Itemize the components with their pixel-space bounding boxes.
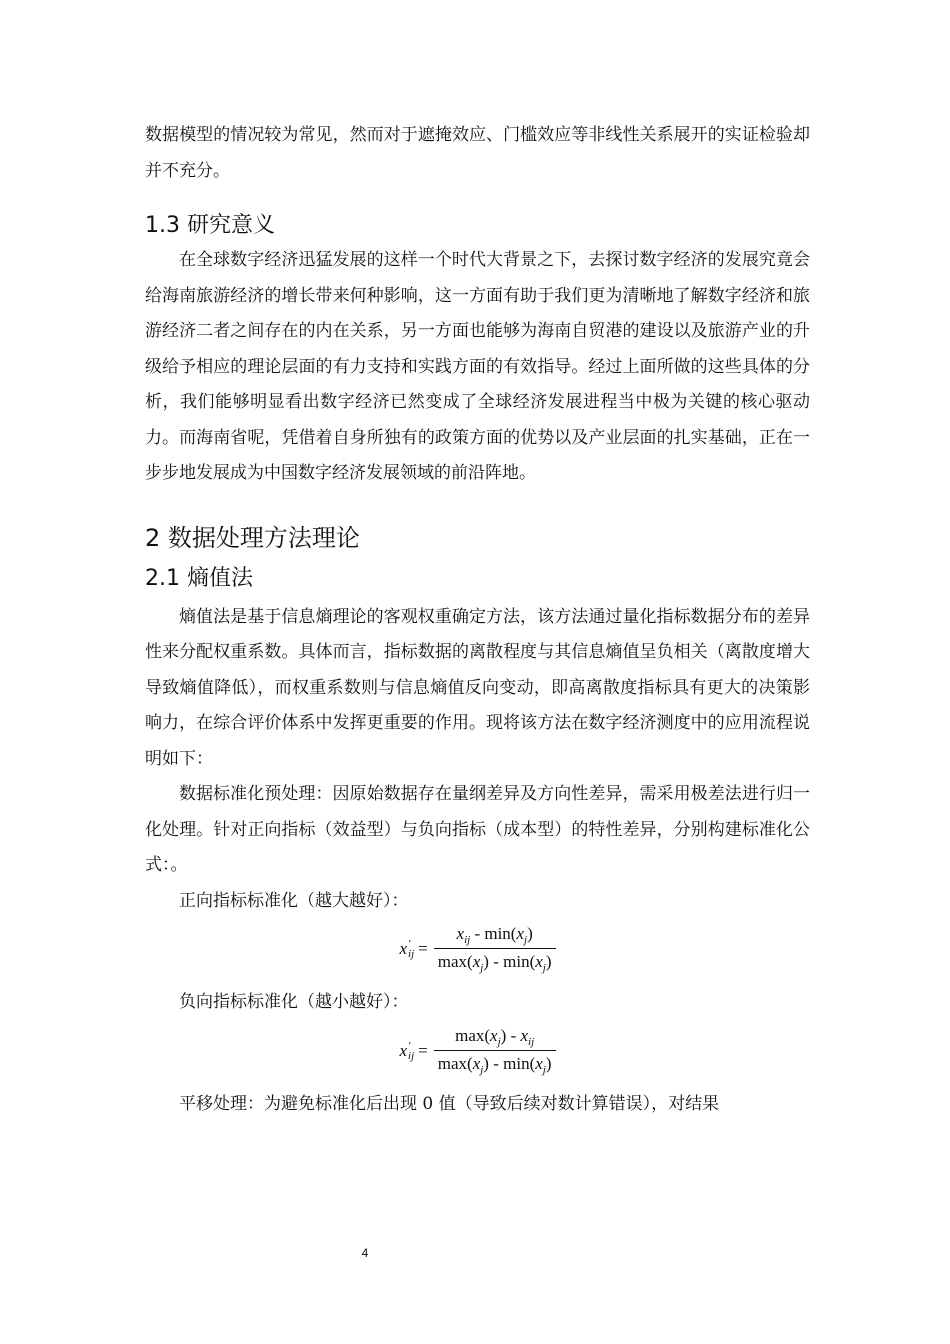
paragraph-entropy-intro: 熵值法是基于信息熵理论的客观权重确定方法，该方法通过量化指标数据分布的差异性来分配权重系数。具体而言，指标数据的离散程度与其信息熵值呈负相关（离散度增大导致熵值降低），而权重系数则与信息熵值反向变动，即高离散度指标具有更大的决策影响力，在综合评价体系中发挥更重要的作用。现将该方法在数字经济测度中的应用流程说明如下： — [145, 606, 810, 769]
den-open: max( — [437, 1053, 473, 1073]
paragraph-standardization: 数据标准化预处理：因原始数据存在量纲差异及方向性差异，需采用极差法进行归一化处理。针对正向指标（效益型）与负向指标（成本型）的特性差异，分别构建标准化公式：。 — [145, 784, 810, 875]
den-var-b: x — [535, 952, 543, 971]
denominator — [434, 948, 556, 974]
den-var: x — [472, 1053, 481, 1073]
den-sub: j — [480, 962, 484, 974]
formula-negative-lhs — [399, 1041, 414, 1061]
num-var-b: x — [520, 1025, 529, 1045]
paragraph-continuation: 数据模型的情况较为常见，然而对于遮掩效应、门槛效应等非线性关系展开的实证检验却并不充分。 — [145, 125, 810, 181]
den-open: max( — [437, 952, 473, 971]
den-mid: ) - min( — [483, 952, 536, 971]
lhs-var: x — [399, 939, 408, 958]
heading-1-3: 1.3 研究意义 — [145, 213, 275, 238]
paragraph-positive-label: 正向指标标准化（越大越好）： — [179, 890, 409, 911]
num-sub-b: ij — [528, 1035, 535, 1048]
den-var: x — [472, 952, 481, 971]
num-sub-b: j — [524, 934, 528, 946]
den-var-b: x — [535, 1053, 543, 1073]
page-content — [145, 118, 810, 1122]
heading-2-1: 2.1 熵值法 — [145, 565, 253, 591]
paragraph-shift: 平移处理：为避免标准化后出现 0 值（导致后续对数计算错误），对结果 — [179, 1093, 720, 1114]
den-mid: ) - min( — [483, 1053, 536, 1073]
num-var: x — [490, 1025, 498, 1045]
paragraph-negative-label: 负向指标标准化（越小越好）： — [179, 992, 409, 1012]
numerator — [451, 1026, 538, 1050]
lhs-var: x — [399, 1040, 408, 1060]
formula-positive-lhs — [399, 939, 414, 959]
den-sub-b: j — [542, 962, 546, 974]
equals-sign: = — [418, 1040, 428, 1060]
equals-sign: = — [418, 939, 428, 958]
den-sub-b: j — [542, 1063, 546, 1076]
lhs-sub: ij — [408, 948, 415, 960]
num-sub: ij — [464, 934, 471, 946]
formula-positive-fraction — [434, 924, 556, 974]
num-open: max( — [455, 1025, 491, 1045]
num-op: ) - — [500, 1025, 521, 1045]
lhs-sub: ij — [408, 1049, 415, 1062]
num-var: x — [456, 924, 465, 943]
heading-2: 2 数据处理方法理论 — [145, 523, 360, 552]
num-var-b: x — [516, 924, 525, 943]
den-close: ) — [545, 952, 552, 971]
formula-negative — [145, 1021, 810, 1081]
numerator — [453, 924, 537, 948]
den-sub: j — [480, 1063, 484, 1076]
num-sub: j — [497, 1035, 501, 1048]
paragraph-significance: 在全球数字经济迅猛发展的这样一个时代大背景之下，去探讨数字经济的发展究竟会给海南旅游经济的增长带来何种影响，这一方面有助于我们更为清晰地了解数字经济和旅游经济二者之间存在的内在关系，另一方面也能够为海南自贸港的建设以及旅游产业的升级给予相应的理论层面的有力支持和实践方面的有效指导。经过上面所做的这些具体的分析，我们能够明显看出数字经济已然变成了全球经济发展进程当中极为关键的核心驱动力。而海南省呢，凭借着自身所独有的政策方面的优势以及产业层面的扎实基础，正在一步步地发展成为中国数字经济发展领域的前沿阵地。 — [145, 250, 810, 483]
formula-positive — [145, 919, 810, 979]
num-op: - min( — [470, 924, 517, 943]
den-close: ) — [545, 1053, 552, 1073]
page-number: 4 — [361, 1246, 369, 1260]
formula-negative-fraction — [434, 1026, 556, 1076]
lhs-prime: ' — [408, 1039, 411, 1052]
lhs-prime: ' — [408, 938, 411, 950]
num-close: ) — [527, 924, 533, 943]
denominator — [434, 1050, 556, 1076]
